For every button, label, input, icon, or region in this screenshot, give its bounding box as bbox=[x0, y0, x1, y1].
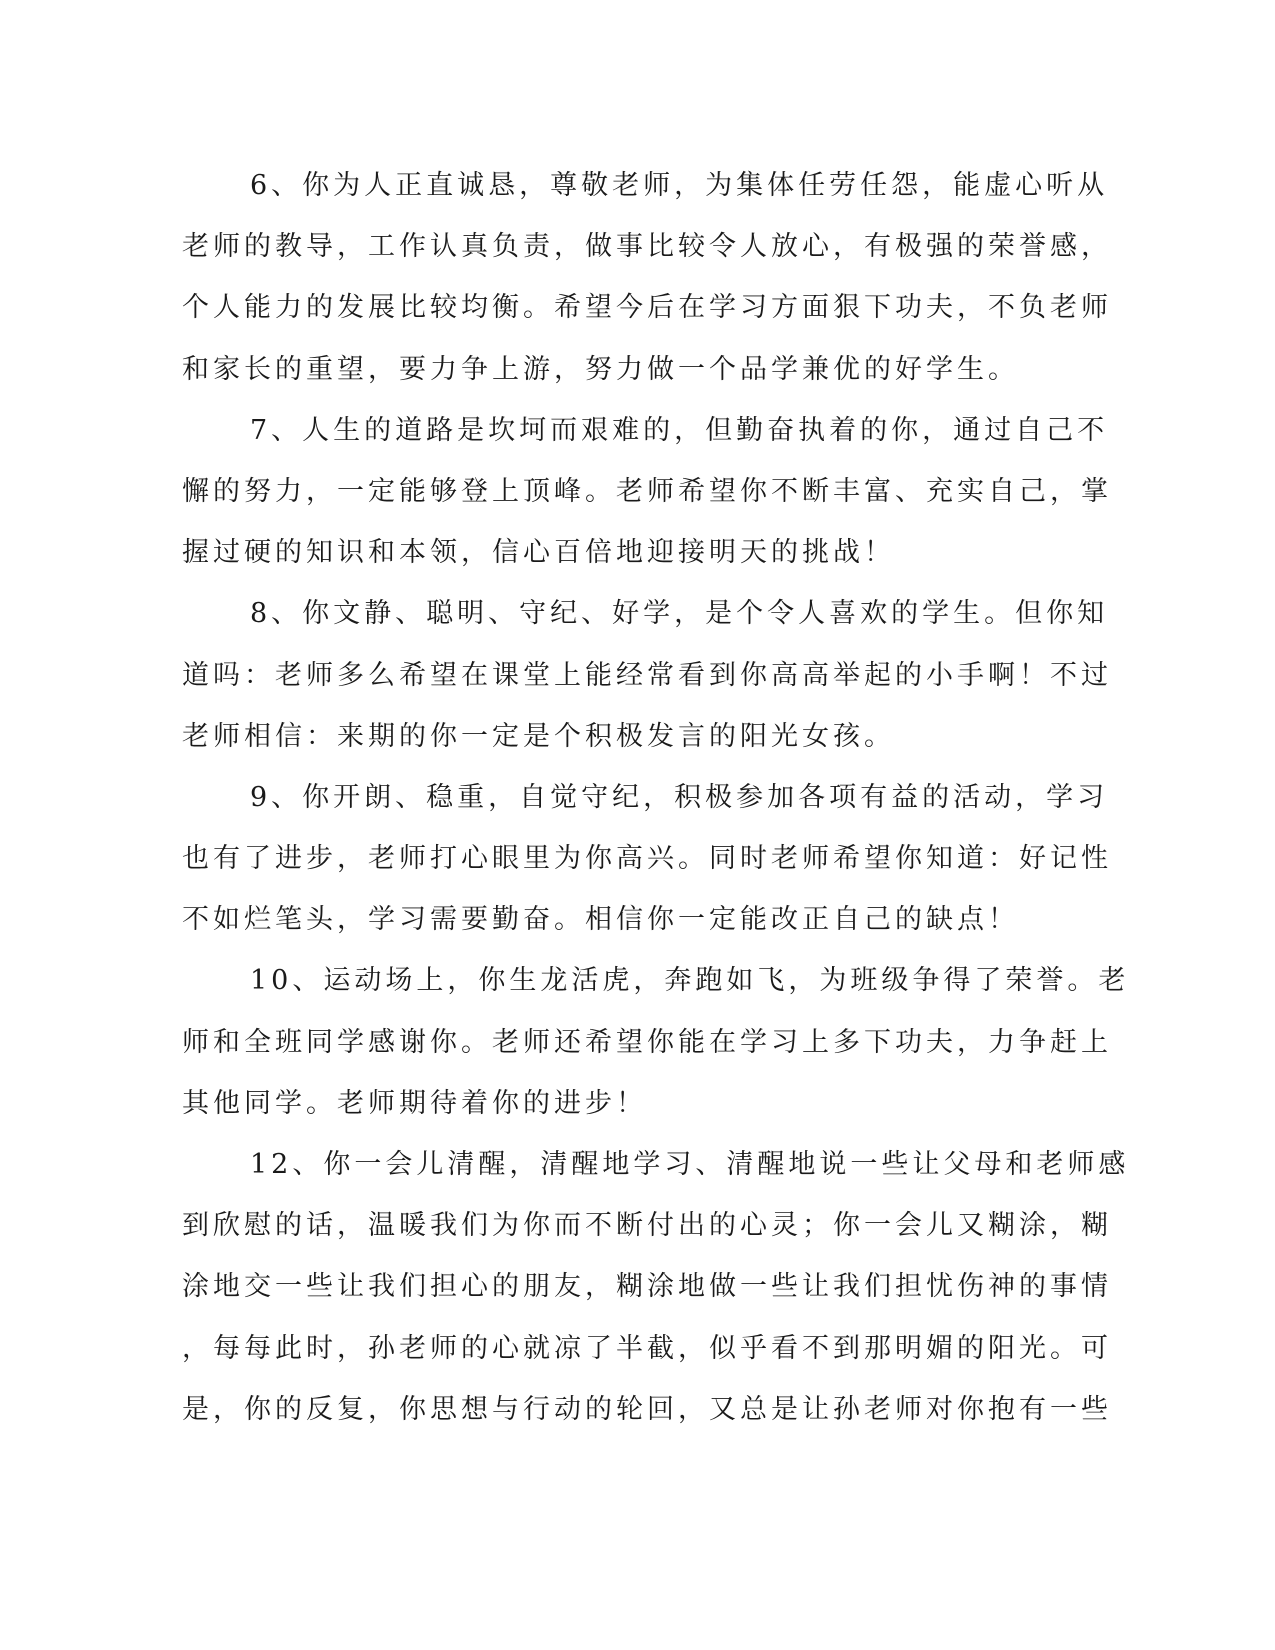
paragraph-8-line-3: 老师相信：来期的你一定是个积极发言的阳光女孩。 bbox=[182, 720, 895, 752]
paragraph-9-line-3: 不如烂笔头，学习需要勤奋。相信你一定能改正自己的缺点！ bbox=[182, 904, 1019, 936]
paragraph-12-line-4: ，每每此时，孙老师的心就凉了半截，似乎看不到那明媚的阳光。可 bbox=[182, 1332, 1112, 1364]
paragraph-8-line-2: 道吗：老师多么希望在课堂上能经常看到你高高举起的小手啊！不过 bbox=[182, 659, 1112, 691]
paragraph-12-line-5: 是，你的反复，你思想与行动的轮回，又总是让孙老师对你抱有一些 bbox=[182, 1393, 1112, 1425]
paragraph-12-line-2: 到欣慰的话，温暖我们为你而不断付出的心灵；你一会儿又糊涂，糊 bbox=[182, 1210, 1112, 1242]
paragraph-6-line-1: 6、你为人正直诚恳，尊敬老师，为集体任劳任怨，能虚心听从 bbox=[250, 170, 1109, 201]
paragraph-6-line-4: 和家长的重望，要力争上游，努力做一个品学兼优的好学生。 bbox=[182, 353, 1019, 385]
paragraph-6-line-3: 个人能力的发展比较均衡。希望今后在学习方面狠下功夫，不负老师 bbox=[182, 292, 1112, 324]
paragraph-10-line-1: 10、运动场上，你生龙活虎，奔跑如飞，为班级争得了荣誉。老 bbox=[250, 965, 1130, 997]
paragraph-10-line-2: 师和全班同学感谢你。老师还希望你能在学习上多下功夫，力争赶上 bbox=[182, 1026, 1112, 1058]
paragraph-8-line-1: 8、你文静、聪明、守纪、好学，是个令人喜欢的学生。但你知 bbox=[250, 598, 1109, 630]
paragraph-12-line-3: 涂地交一些让我们担心的朋友，糊涂地做一些让我们担忧伤神的事情 bbox=[182, 1271, 1112, 1303]
paragraph-12-line-1: 12、你一会儿清醒，清醒地学习、清醒地说一些让父母和老师感 bbox=[250, 1149, 1130, 1180]
paragraph-7-line-2: 懈的努力，一定能够登上顶峰。老师希望你不断丰富、充实自己，掌 bbox=[182, 475, 1112, 507]
paragraph-9-line-2: 也有了进步，老师打心眼里为你高兴。同时老师希望你知道：好记性 bbox=[182, 843, 1112, 875]
paragraph-6-line-2: 老师的教导，工作认真负责，做事比较令人放心，有极强的荣誉感， bbox=[182, 231, 1112, 263]
paragraph-7-line-1: 7、人生的道路是坎坷而艰难的，但勤奋执着的你，通过自己不 bbox=[250, 414, 1109, 446]
document-text-body bbox=[182, 155, 1130, 1440]
paragraph-10-line-3: 其他同学。老师期待着你的进步！ bbox=[182, 1087, 647, 1119]
paragraph-9-line-1: 9、你开朗、稳重，自觉守纪，积极参加各项有益的活动，学习 bbox=[250, 781, 1109, 813]
paragraph-7-line-3: 握过硬的知识和本领，信心百倍地迎接明天的挑战！ bbox=[182, 537, 895, 569]
